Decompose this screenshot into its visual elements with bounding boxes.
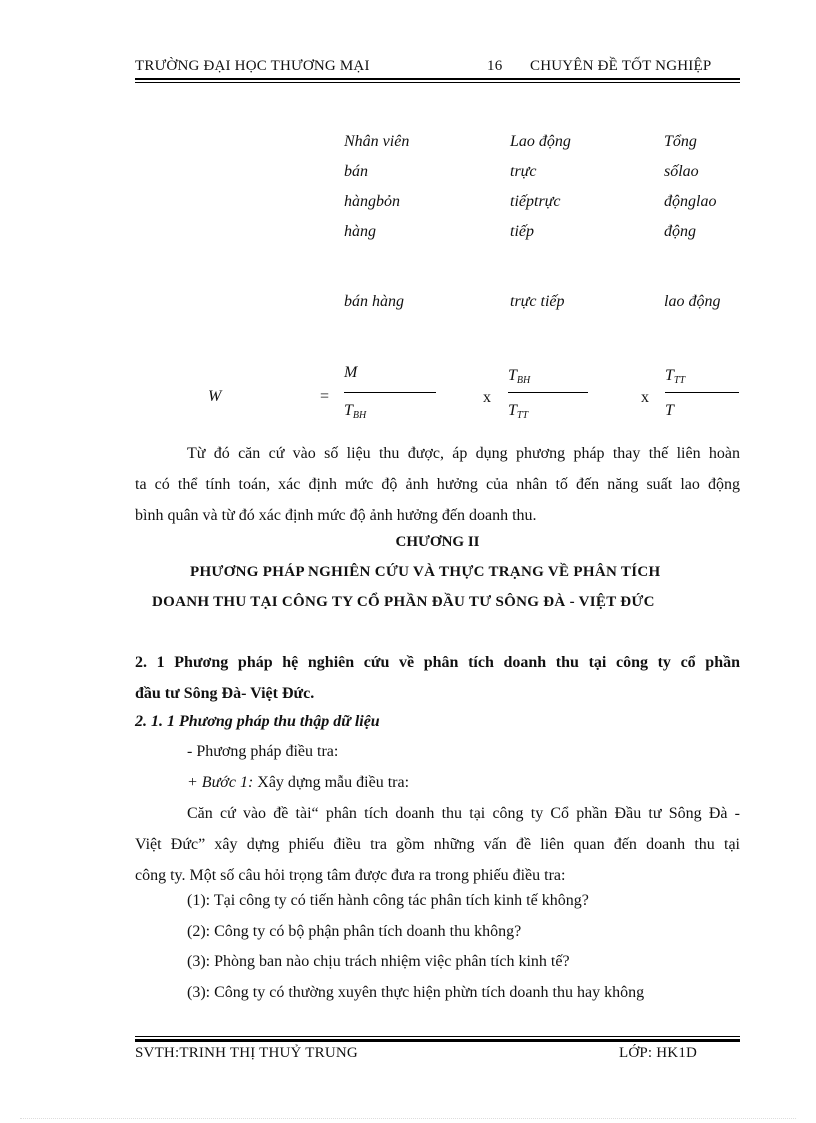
paragraph1-line3: bình quân và từ đó xác định mức độ ảnh hưởng đến doanh thu.: [135, 507, 537, 524]
chapter-title-line1: PHƯƠNG PHÁP NGHIÊN CỨU VÀ THỰC TRẠNG VỀ PHÂN TÍCH: [190, 564, 661, 580]
col1-line1: Nhân viên: [344, 133, 410, 150]
paragraph2-line3: công ty. Một số câu hỏi trọng tâm được đưa ra trong phiếu điều tra:: [135, 867, 566, 884]
question-3: (3): Phòng ban nào chịu trách nhiệm việc phân tích kinh tế?: [187, 953, 570, 970]
col1-line2: bán: [344, 163, 368, 180]
page-edge-divider: [20, 1118, 796, 1119]
col3-line5: lao động: [664, 293, 721, 310]
section-2-1-1-heading: 2. 1. 1 Phương pháp thu thập dữ liệu: [135, 713, 380, 730]
header-school: TRƯỜNG ĐẠI HỌC THƯƠNG MẠI: [135, 58, 370, 74]
col1-line3: hàngbỏn: [344, 193, 400, 210]
formula-equals: =: [320, 388, 330, 405]
question-4: (3): Công ty có thường xuyên thực hiện phừn tích doanh thu hay không: [187, 984, 645, 1001]
footer-class: LỚP: HK1D: [619, 1045, 698, 1061]
col3-line3: độnglao: [664, 193, 717, 210]
times-sign-1: x: [483, 389, 491, 406]
footer-rule-thick: [135, 1039, 740, 1042]
paragraph-substitution-method: [135, 438, 740, 531]
fraction2-numerator: $T_{BH}$: [508, 367, 531, 386]
paragraph1-line2: ta có thể tính toán, xác định mức độ ảnh hưởng của nhân tố đến năng suất lao động: [135, 476, 740, 493]
formula-lhs: W: [208, 388, 222, 405]
col3-line2: sốlao: [664, 163, 699, 180]
section-2-1-line2: đầu tư Sông Đà- Việt Đức.: [135, 685, 315, 702]
chapter-label: CHƯƠNG II: [395, 534, 480, 550]
col2-line5: trực tiếp: [510, 293, 565, 310]
step1: + Bước 1: Xây dựng mẫu điều tra:: [187, 774, 410, 791]
col3-line4: động: [664, 223, 696, 240]
footer-student: SVTH:TRINH THỊ THUỶ TRUNG: [135, 1045, 358, 1061]
header-rule-thick: [135, 78, 740, 80]
section-2-1-heading: [135, 647, 740, 709]
page-number: 16: [487, 58, 503, 74]
fraction1-bar: [344, 392, 436, 393]
fraction1-numerator: M: [344, 364, 358, 381]
paragraph-survey: [135, 798, 740, 891]
times-sign-2: x: [641, 389, 649, 406]
paragraph2-line1: Căn cứ vào đề tài“ phân tích doanh thu tại công ty Cổ phần Đầu tư Sông Đà -: [187, 805, 740, 822]
paragraph1-line1: Từ đó căn cứ vào số liệu thu được, áp dụng phương pháp thay thế liên hoàn: [187, 445, 740, 462]
fraction3-denominator: T: [665, 402, 674, 419]
header-doc-type: CHUYÊN ĐỀ TỐT NGHIỆP: [530, 58, 712, 74]
fraction2-denominator: $T_{TT}$: [508, 402, 529, 421]
col2-line4: tiếp: [510, 223, 534, 240]
fraction3-numerator: $T_{TT}$: [665, 367, 686, 386]
col2-line1: Lao động: [510, 133, 571, 150]
question-2: (2): Công ty có bộ phận phân tích doanh thu không?: [187, 923, 522, 940]
fraction3-bar: [665, 392, 739, 393]
col3-line1: Tổng: [664, 133, 697, 150]
question-1: (1): Tại công ty có tiến hành công tác phân tích kinh tế không?: [187, 892, 589, 909]
fraction1-denominator: $T_{BH}$: [344, 402, 367, 421]
col2-line3: tiếptrực: [510, 193, 561, 210]
header-rule-thin: [135, 82, 740, 83]
col1-line5: bán hàng: [344, 293, 404, 310]
fraction2-bar: [508, 392, 588, 393]
chapter-title-line2: DOANH THU TẠI CÔNG TY CỔ PHẦN ĐẦU TƯ SÔNG ĐÀ - VIỆT ĐỨC: [152, 594, 655, 610]
col2-line2: trực: [510, 163, 537, 180]
method-item: - Phương pháp điều tra:: [187, 743, 339, 760]
section-2-1-line1: 2. 1 Phương pháp hệ nghiên cứu về phân tích doanh thu tại công ty cổ phần: [135, 654, 740, 671]
paragraph2-line2: Việt Đức” xây dựng phiếu điều tra gồm những vấn đề liên quan đến doanh thu tại: [135, 836, 740, 853]
col1-line4: hàng: [344, 223, 376, 240]
footer-rule-thin: [135, 1036, 740, 1037]
